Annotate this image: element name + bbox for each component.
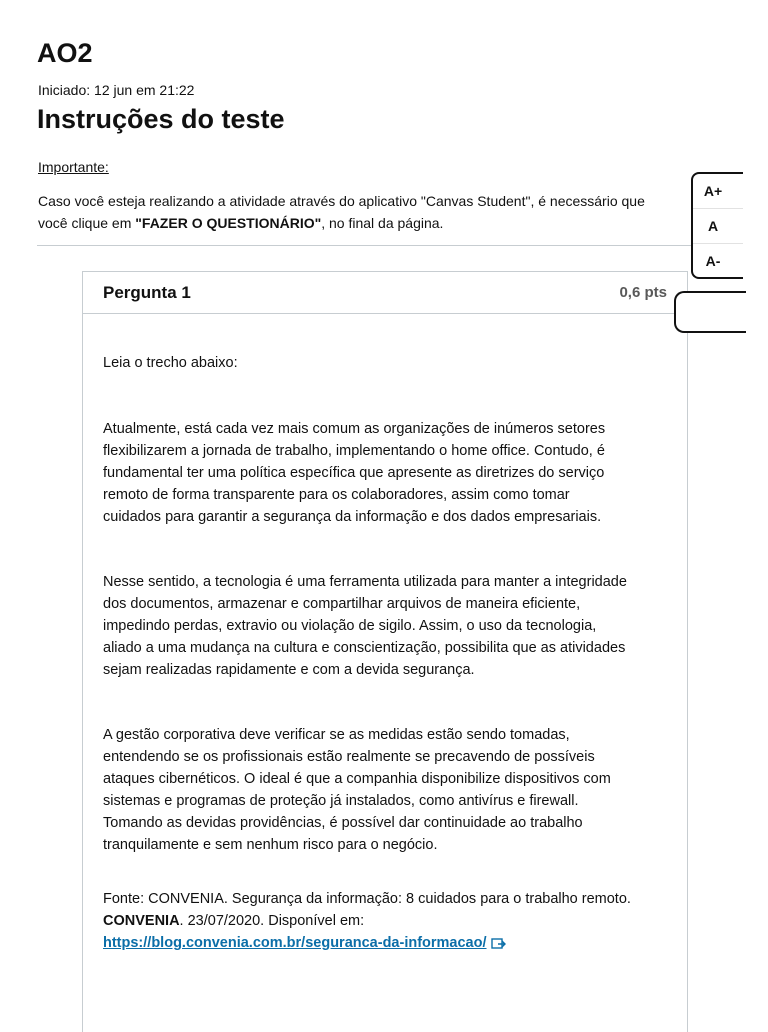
paragraph-line: A gestão corporativa deve verificar se as medidas estão sendo tomadas,: [103, 727, 570, 743]
instructions-notice: [38, 190, 738, 234]
paragraph-line: tranquilamente e sem nenhum risco para o negócio.: [103, 837, 438, 853]
decrease-font-button[interactable]: A-: [705, 253, 721, 269]
notice-line-1: Caso você esteja realizando a atividade através do aplicativo "Canvas Student", é necessário que: [38, 193, 645, 209]
side-panel-tab[interactable]: [674, 291, 746, 333]
section-divider: [37, 245, 737, 246]
question-intro: Leia o trecho abaixo:: [103, 355, 238, 371]
started-timestamp: Iniciado: 12 jun em 21:22: [38, 82, 195, 98]
notice-text-pre: você clique em: [38, 215, 136, 231]
source-date: . 23/07/2020. Disponível em:: [179, 913, 365, 929]
reset-font-button[interactable]: A: [693, 209, 743, 244]
source-line-2: [103, 910, 631, 932]
font-size-controls: [691, 172, 743, 279]
source-line-1: Fonte: CONVENIA. Segurança da informação: 8 cuidados para o trabalho remoto.: [103, 891, 631, 907]
paragraph-line: impedindo perdas, extravio ou violação de sigilo. Assim, o uso da tecnologia,: [103, 618, 597, 634]
question-paragraph-3: [103, 724, 611, 856]
paragraph-line: fundamental ter uma política específica que apresente as diretrizes do serviço: [103, 465, 605, 481]
notice-text-post: , no final da página.: [321, 215, 444, 231]
paragraph-line: Nesse sentido, a tecnologia é uma ferramenta utilizada para manter a integridade: [103, 574, 627, 590]
paragraph-line: ataques cibernéticos. O ideal é que a companhia disponibilize dispositivos com: [103, 771, 611, 787]
external-link-icon[interactable]: [491, 935, 507, 957]
paragraph-line: entendendo se os profissionais estão realmente se precavendo de possíveis: [103, 749, 595, 765]
notice-emphasis: "FAZER O QUESTIONÁRIO": [135, 215, 322, 231]
paragraph-line: remoto de forma transparente para os colaboradores, assim como tomar: [103, 487, 570, 503]
important-label: Importante:: [38, 159, 109, 175]
source-line-3: [103, 932, 631, 957]
question-card: [82, 271, 688, 1032]
source-publisher: CONVENIA: [103, 913, 180, 929]
paragraph-line: sistemas e programas de proteção já instalados, como antivírus e firewall.: [103, 793, 579, 809]
paragraph-line: cuidados para garantir a segurança da informação e dos dados empresariais.: [103, 509, 602, 525]
question-source: [103, 888, 631, 957]
notice-line-2: [38, 212, 738, 234]
instructions-title: Instruções do teste: [37, 104, 285, 134]
question-paragraph-1: [103, 418, 605, 528]
question-points: 0,6 pts: [619, 284, 667, 301]
page-title: AO2: [37, 38, 93, 68]
paragraph-line: dos documentos, armazenar e compartilhar arquivos de maneira eficiente,: [103, 596, 581, 612]
paragraph-line: Tomando as devidas providências, é possível dar continuidade ao trabalho: [103, 815, 583, 831]
increase-font-button[interactable]: A+: [693, 174, 743, 209]
question-title: Pergunta 1: [103, 283, 191, 302]
paragraph-line: aliado a uma mudança na cultura e conscientização, possibilita que as atividades: [103, 640, 626, 656]
source-link[interactable]: https://blog.convenia.com.br/seguranca-da-informacao/: [103, 935, 487, 951]
paragraph-line: flexibilizarem a jornada de trabalho, implementando o home office. Contudo, é: [103, 443, 605, 459]
paragraph-line: sejam realizadas rapidamente e com a devida segurança.: [103, 662, 475, 678]
paragraph-line: Atualmente, está cada vez mais comum as organizações de inúmeros setores: [103, 421, 606, 437]
question-header: [83, 272, 687, 314]
question-paragraph-2: [103, 571, 627, 681]
